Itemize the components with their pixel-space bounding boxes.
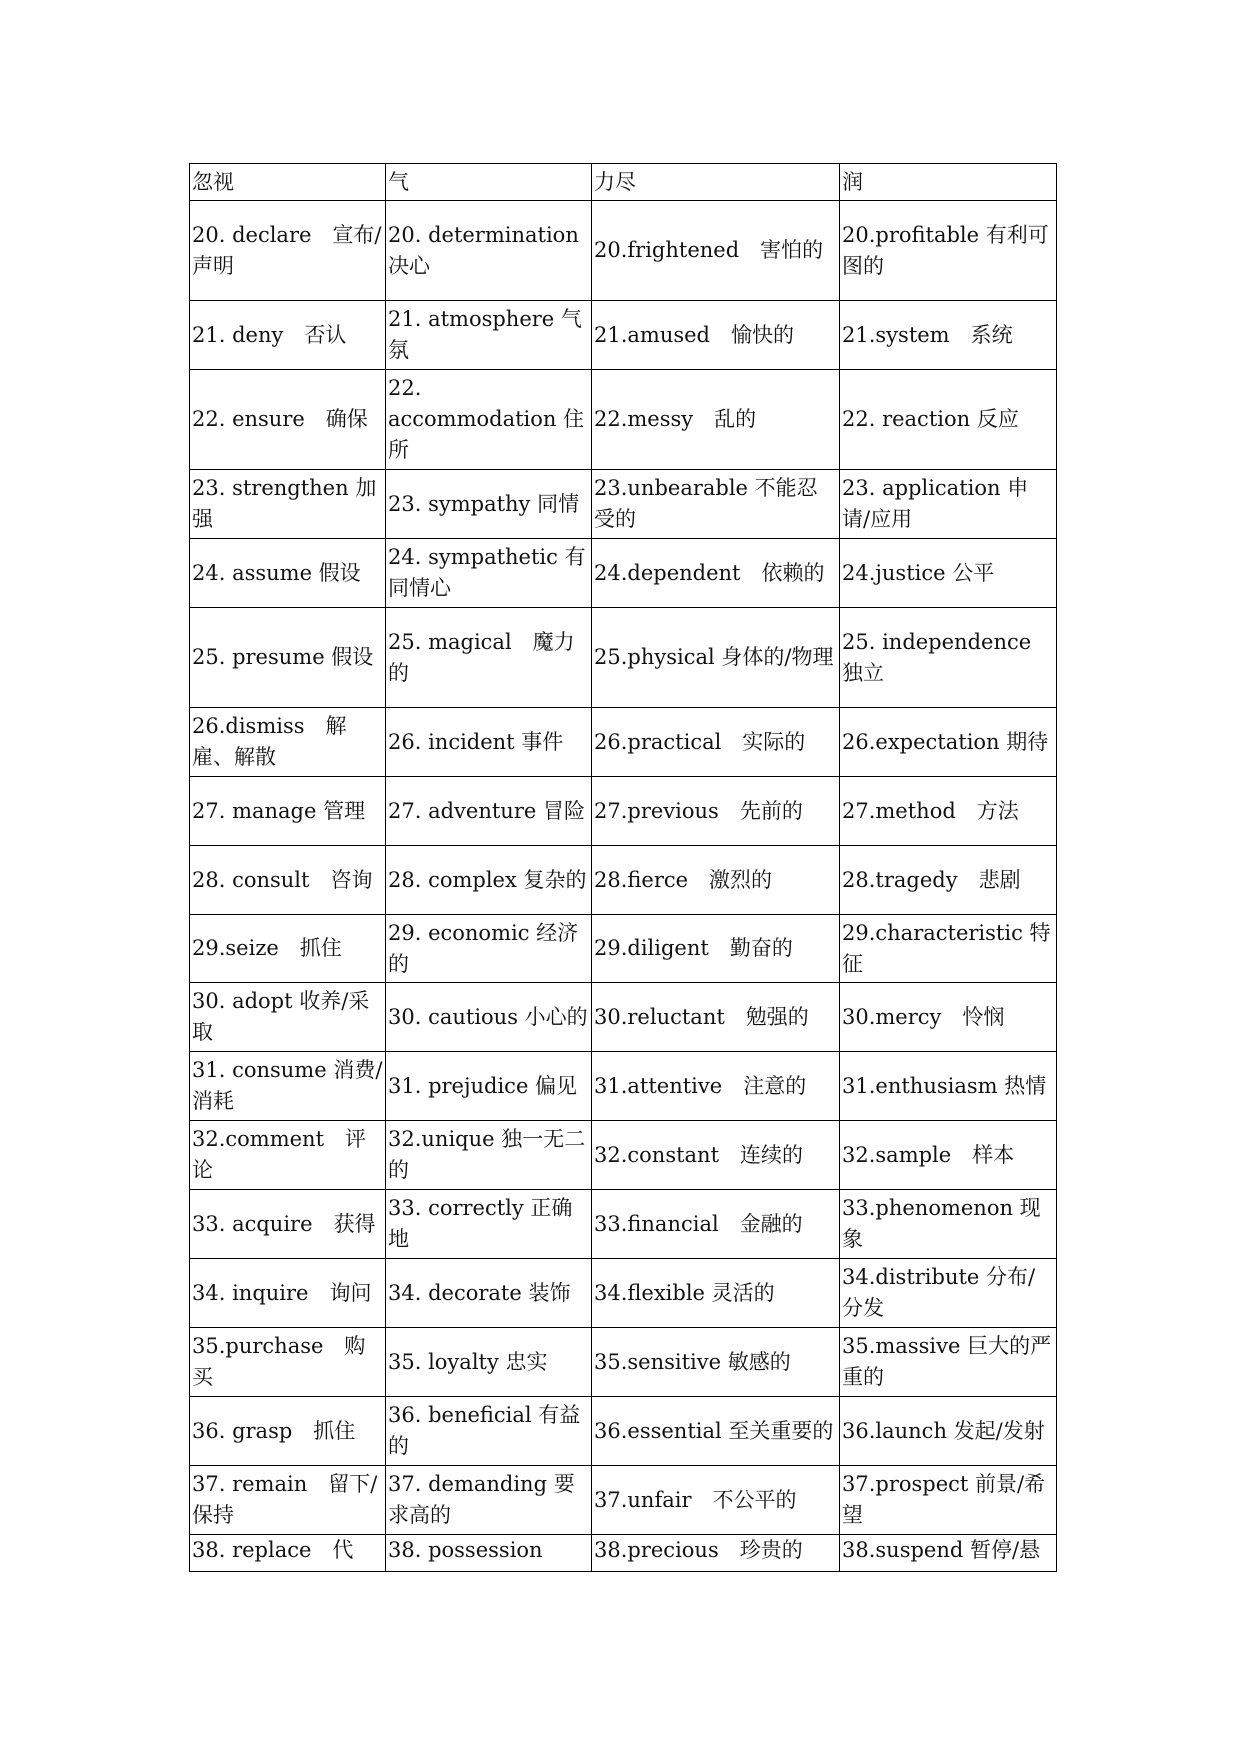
table-cell: 24. sympathetic 有同情心 [386,539,592,608]
table-cell: 29.diligent 勤奋的 [592,915,840,983]
table-cell: 24. assume 假设 [190,539,386,608]
table-cell: 28.fierce 激烈的 [592,846,840,915]
table-cell: 34. decorate 装饰 [386,1259,592,1328]
table-cell: 26.practical 实际的 [592,708,840,777]
table-cell: 20.profitable 有利可图的 [840,201,1057,301]
table-row [190,370,1057,470]
table-cell: 21.system 系统 [840,301,1057,370]
table-cell: 38.suspend 暂停/悬 [840,1535,1057,1572]
table-cell: 32.sample 样本 [840,1121,1057,1190]
table-row [190,1259,1057,1328]
table-cell: 26.expectation 期待 [840,708,1057,777]
table-cell: 30.reluctant 勉强的 [592,983,840,1052]
table-cell: 27. adventure 冒险 [386,777,592,846]
table-cell: 38.precious 珍贵的 [592,1535,840,1572]
table-row [190,708,1057,777]
table-header-row [190,164,1057,201]
table-cell: 33. correctly 正确地 [386,1190,592,1259]
table-cell: 29.seize 抓住 [190,915,386,983]
table-cell: 37.unfair 不公平的 [592,1466,840,1535]
table-cell: 29.characteristic 特征 [840,915,1057,983]
table-cell: 27.previous 先前的 [592,777,840,846]
table-cell: 37. remain 留下/保持 [190,1466,386,1535]
table-cell: 20.frightened 害怕的 [592,201,840,301]
table-row [190,777,1057,846]
table-cell: 37.prospect 前景/希望 [840,1466,1057,1535]
table-cell: 22. accommodation 住所 [386,370,592,470]
table-row [190,1466,1057,1535]
table-cell: 35.massive 巨大的严重的 [840,1328,1057,1397]
table-cell: 26.dismiss 解雇、解散 [190,708,386,777]
table-row [190,1535,1057,1572]
table-cell: 33.financial 金融的 [592,1190,840,1259]
table-cell: 36.essential 至关重要的 [592,1397,840,1466]
table-cell: 34.flexible 灵活的 [592,1259,840,1328]
table-row [190,1397,1057,1466]
table-cell: 32.constant 连续的 [592,1121,840,1190]
table-cell: 力尽 [592,164,840,201]
table-row [190,915,1057,983]
table-cell: 润 [840,164,1057,201]
table-cell: 38. replace 代 [190,1535,386,1572]
table-row [190,539,1057,608]
table-cell: 33. acquire 获得 [190,1190,386,1259]
table-cell: 20. determination 决心 [386,201,592,301]
table-cell: 28.tragedy 悲剧 [840,846,1057,915]
table-cell: 36.launch 发起/发射 [840,1397,1057,1466]
table-cell: 34.distribute 分布/分发 [840,1259,1057,1328]
table-cell: 34. inquire 询问 [190,1259,386,1328]
table-row [190,1190,1057,1259]
table-cell: 21.amused 愉快的 [592,301,840,370]
table-cell: 25. presume 假设 [190,608,386,708]
table-cell: 33.phenomenon 现象 [840,1190,1057,1259]
table-row [190,1121,1057,1190]
table-cell: 37. demanding 要求高的 [386,1466,592,1535]
table-row [190,846,1057,915]
table-row [190,1328,1057,1397]
table-cell: 30. cautious 小心的 [386,983,592,1052]
table-row [190,301,1057,370]
table-cell: 27. manage 管理 [190,777,386,846]
table-cell: 35.sensitive 敏感的 [592,1328,840,1397]
table-cell: 27.method 方法 [840,777,1057,846]
table-cell: 31. prejudice 偏见 [386,1052,592,1121]
table-cell: 31.attentive 注意的 [592,1052,840,1121]
table-cell: 30.mercy 怜悯 [840,983,1057,1052]
table-row [190,1052,1057,1121]
table-cell: 38. possession [386,1535,592,1572]
table-cell: 21. deny 否认 [190,301,386,370]
vocabulary-table [189,163,1057,1572]
table-cell: 22. reaction 反应 [840,370,1057,470]
table-cell: 36. grasp 抓住 [190,1397,386,1466]
table-cell: 30. adopt 收养/采取 [190,983,386,1052]
table-cell: 31. consume 消费/消耗 [190,1052,386,1121]
table-cell: 23. sympathy 同情 [386,470,592,539]
table-cell: 忽视 [190,164,386,201]
table-cell: 32.comment 评论 [190,1121,386,1190]
table-cell: 22.messy 乱的 [592,370,840,470]
table-cell: 23. application 申请/应用 [840,470,1057,539]
table-cell: 23.unbearable 不能忍受的 [592,470,840,539]
table-cell: 36. beneficial 有益的 [386,1397,592,1466]
table-cell: 23. strengthen 加强 [190,470,386,539]
table-cell: 32.unique 独一无二的 [386,1121,592,1190]
table-cell: 24.dependent 依赖的 [592,539,840,608]
table-cell: 35.purchase 购买 [190,1328,386,1397]
table-cell: 20. declare 宣布/声明 [190,201,386,301]
table-cell: 24.justice 公平 [840,539,1057,608]
table-cell: 气 [386,164,592,201]
table-cell: 21. atmosphere 气氛 [386,301,592,370]
table-cell: 25.physical 身体的/物理 [592,608,840,708]
table-row [190,983,1057,1052]
table-row [190,608,1057,708]
table-cell: 28. complex 复杂的 [386,846,592,915]
table-cell: 29. economic 经济的 [386,915,592,983]
table-row [190,201,1057,301]
table-cell: 22. ensure 确保 [190,370,386,470]
table-cell: 31.enthusiasm 热情 [840,1052,1057,1121]
table-cell: 25. magical 魔力的 [386,608,592,708]
table-row [190,470,1057,539]
table-cell: 26. incident 事件 [386,708,592,777]
table-cell: 25. independence 独立 [840,608,1057,708]
table-cell: 28. consult 咨询 [190,846,386,915]
table-cell: 35. loyalty 忠实 [386,1328,592,1397]
